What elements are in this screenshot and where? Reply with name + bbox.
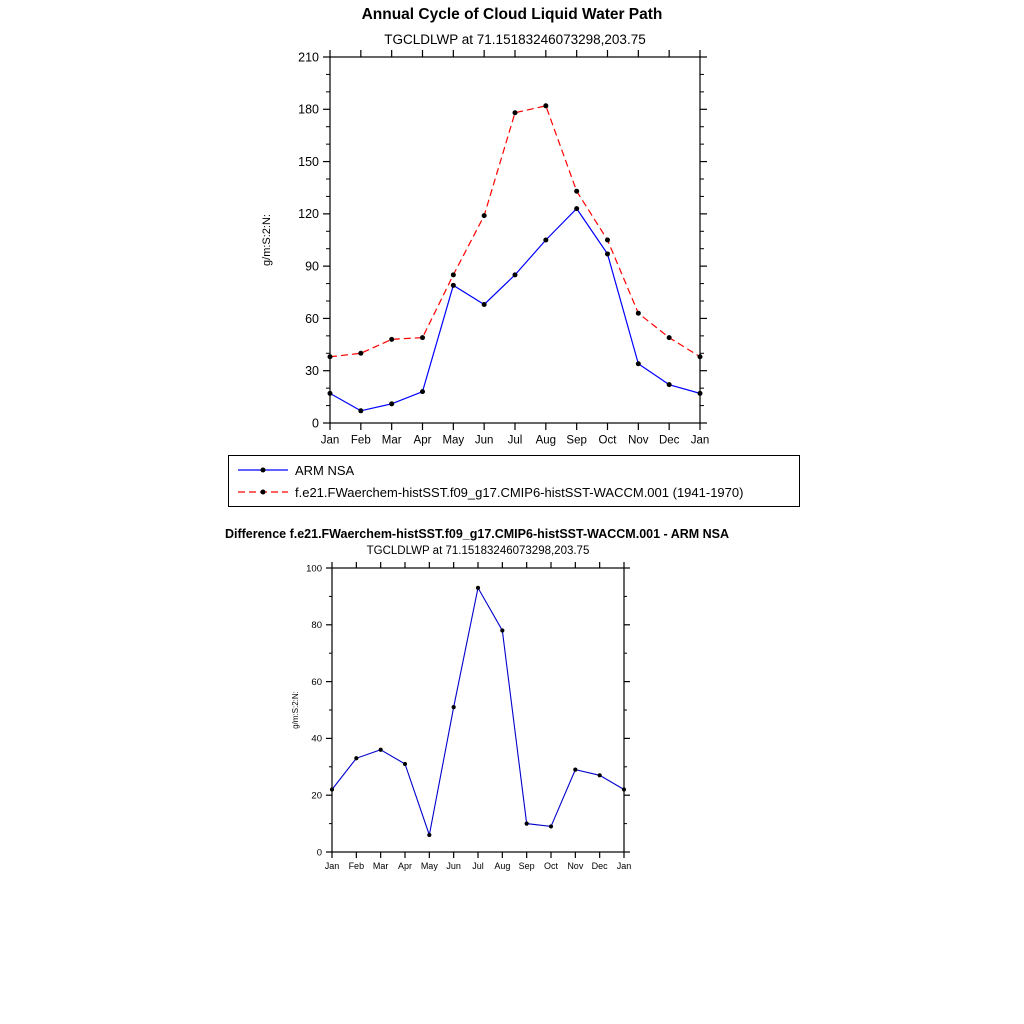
x-tick-label: Oct (598, 434, 617, 447)
x-tick-label: Sep (518, 861, 535, 871)
data-point-marker (328, 354, 333, 359)
data-point-marker (379, 748, 383, 752)
data-point-marker (451, 272, 456, 277)
top-chart-title: Annual Cycle of Cloud Liquid Water Path (361, 6, 663, 23)
y-tick-label: 90 (305, 259, 319, 274)
data-point-marker (525, 822, 529, 826)
top-chart-subtitle: TGCLDLWP at 71.15183246073298,203.75 (384, 32, 646, 47)
data-point-marker (598, 773, 602, 777)
data-point-marker (500, 628, 504, 632)
x-tick-label: May (442, 434, 465, 447)
y-tick-label: 150 (298, 154, 319, 169)
bottom-chart-title: Difference f.e21.FWaerchem-histSST.f09_g17.CMIP6-histSST-WACCM.001 - ARM NSA (224, 527, 730, 541)
legend (228, 455, 800, 507)
x-tick-label: Jul (472, 861, 484, 871)
data-point-marker (482, 302, 487, 307)
legend-item-label: ARM NSA (295, 462, 355, 478)
y-tick-label: 80 (311, 620, 322, 632)
bottom-chart-subtitle: TGCLDLWP at 71.15183246073298,203.75 (366, 545, 590, 557)
y-tick-label: 180 (298, 102, 319, 117)
data-point-marker (358, 351, 363, 356)
legend-item (237, 463, 791, 478)
y-tick-label: 20 (311, 790, 322, 802)
x-tick-label: May (420, 861, 438, 871)
x-tick-label: Nov (567, 861, 584, 871)
x-tick-label: Nov (628, 434, 649, 447)
data-point-marker (482, 213, 487, 218)
data-point-marker (574, 206, 579, 211)
plot-frame (332, 568, 624, 852)
x-tick-label: Jan (616, 861, 632, 871)
data-point-marker (513, 110, 518, 115)
data-point-marker (328, 391, 333, 396)
data-point-marker (330, 787, 334, 791)
y-tick-label: 30 (305, 364, 319, 379)
data-point-marker (667, 335, 672, 340)
x-tick-label: Aug (494, 861, 511, 871)
series-line-1 (330, 106, 700, 357)
x-tick-label: Apr (397, 861, 413, 871)
data-point-marker (636, 361, 641, 366)
y-tick-label: 120 (298, 207, 319, 222)
x-tick-label: Jan (690, 434, 710, 447)
data-point-marker (452, 705, 456, 709)
data-point-marker (389, 401, 394, 406)
data-point-marker (636, 311, 641, 316)
x-tick-label: Mar (372, 861, 389, 871)
x-tick-label: Feb (348, 861, 365, 871)
x-tick-label: Dec (591, 861, 608, 871)
y-tick-label: 60 (305, 311, 319, 326)
data-point-marker (354, 756, 358, 760)
x-tick-label: Jun (446, 861, 461, 871)
x-tick-label: Aug (535, 434, 557, 447)
x-tick-label: Sep (566, 434, 587, 447)
data-point-marker (427, 833, 431, 837)
data-point-marker (389, 337, 394, 342)
x-tick-label: Jan (320, 434, 340, 447)
x-tick-label: Mar (381, 434, 402, 447)
y-tick-label: 40 (311, 733, 322, 745)
data-point-marker (420, 335, 425, 340)
data-point-marker (543, 238, 548, 243)
data-point-marker (358, 408, 363, 413)
data-point-marker (605, 251, 610, 256)
legend-item-label: f.e21.FWaerchem-histSST.f09_g17.CMIP6-histSST-WACCM.001 (1941-1970) (295, 484, 744, 500)
data-point-marker (698, 354, 703, 359)
data-point-marker (451, 283, 456, 288)
x-tick-label: Jul (507, 434, 523, 447)
data-point-marker (573, 768, 577, 772)
legend-swatch-line (237, 464, 289, 476)
x-tick-label: Dec (658, 434, 680, 447)
y-tick-label: 210 (298, 50, 319, 65)
data-point-marker (549, 824, 553, 828)
data-point-marker (476, 586, 480, 590)
bottom-plot (280, 556, 680, 881)
y-axis-label: g/m:S:2:N: (291, 691, 300, 729)
x-tick-label: Jun (474, 434, 494, 447)
y-tick-label: 100 (306, 563, 322, 575)
data-point-marker (403, 762, 407, 766)
x-tick-label: Jan (324, 861, 340, 871)
series-line-0 (330, 209, 700, 411)
y-tick-label: 0 (316, 847, 322, 859)
series-line-0 (332, 588, 624, 835)
x-tick-label: Apr (413, 434, 432, 447)
data-point-marker (698, 391, 703, 396)
data-point-marker (543, 103, 548, 108)
legend-swatch-line (237, 486, 289, 498)
data-point-marker (605, 238, 610, 243)
data-point-marker (513, 272, 518, 277)
top-plot (240, 45, 780, 460)
data-point-marker (574, 189, 579, 194)
x-tick-label: Oct (543, 861, 559, 871)
legend-item (237, 485, 791, 500)
y-axis-label: g/m:S:2:N: (261, 214, 273, 266)
data-point-marker (667, 382, 672, 387)
data-point-marker (420, 389, 425, 394)
y-tick-label: 0 (312, 416, 319, 431)
data-point-marker (622, 787, 626, 791)
x-tick-label: Feb (350, 434, 371, 447)
y-tick-label: 60 (311, 676, 322, 688)
